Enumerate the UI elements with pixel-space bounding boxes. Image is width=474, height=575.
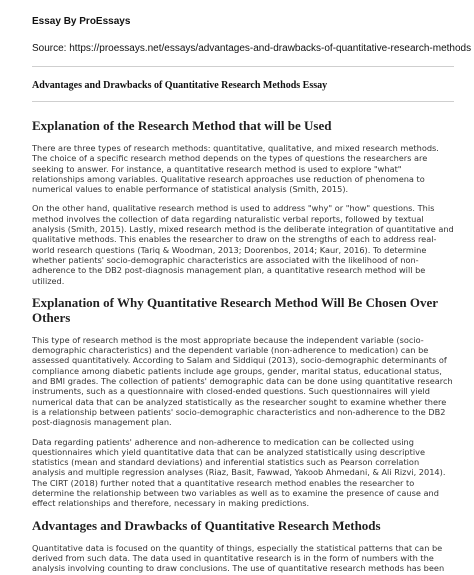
section-heading: Advantages and Drawbacks of Quantitative Research Methods [32, 517, 381, 533]
section-heading: Explanation of the Research Method that will be Used [32, 118, 332, 133]
paragraph: Quantitative data is focused on the quantity of things, especially the statistical patterns that can be derived from such data. The data used in quantitative research is in the form of numbers with the analysis involving counting to draw conclusions. The use of quantitative research methods has been [32, 542, 445, 574]
paragraph: This type of research method is the most appropriate because the independent variable (socio-demographic characteristics) and the dependent variable (non-adherence to medication) can be assessed quantitatively. According to Salam and Siddiqui (2013), socio-demographic determinants of compliance among diabetic patients include age groups, gender, marital status, educational status, and BMI grades. The collection of patients' demographic data can be done using quantitative research instruments, such as a questionnaire with closed-ended questions. Such questionnaires will yield numerical data that can be analyzed statistically as the researcher sought to examine whether there is a relationship between patients' socio-demographic characteristics and non-adherence to the DB2 post-diagnosis management plan. [32, 334, 453, 428]
paragraph: On the other hand, qualitative research method is used to address "why" or "how" questions. This method involves the collection of data regarding naturalistic verbal reports, followed by textual analysis (Smith, 2015). Lastly, mixed research method is the deliberate integration of quantitative and qualitative methods. This enables the researcher to draw on the strengths of each to address real-world research questions (Tariq & Woodman, 2013; Doorenbos, 2014; Kaur, 2016). To determine whether patients' socio-demographic characteristics are associated with the likelihood of non-adherence to the DB2 post-diagnosis management plan, a quantitative research method will be utilized. [32, 203, 454, 286]
section-research-method [32, 118, 454, 286]
paragraph: Data regarding patients' adherence and non-adherence to medication can be collected using questionnaires which yield quantitative data that can be analyzed statistically using descriptive statistics (mean and standard deviations) and inferential statistics such as Pearson correlation analysis and multiple regression analyses (Riaz, Basit, Fawwad, Yakoob Ahmedani, & Ali Rizvi, 2014). The CIRT (2018) further noted that a quantitative research method enables the researcher to determine the relationship between two variables as well as to examine the presence of cause and effect relationships and therefore, necessary in making predictions. [32, 436, 446, 509]
divider [32, 101, 454, 102]
essay-body [32, 118, 454, 575]
divider [32, 66, 454, 67]
paragraph: There are three types of research methods: quantitative, qualitative, and mixed research methods. The choice of a specific research method depends on the types of questions the researchers are seeking to answer. For instance, a quantitative research method is used to explore "what" relationships among variables. Qualitative research approaches use reduction of phenomena to numerical values to enable performance of statistical analysis (Smith, 2015). [32, 143, 439, 195]
brand-label: Essay By ProEssays [32, 16, 131, 27]
document-title: Advantages and Drawbacks of Quantitative Research Methods Essay [32, 80, 328, 91]
source-url: Source: https://proessays.net/essays/advantages-and-drawbacks-of-quantitative-research-methods [32, 43, 472, 54]
section-why-quantitative [32, 295, 454, 509]
section-advantages-drawbacks [32, 518, 454, 574]
section-heading: Explanation of Why Quantitative Research Method Will Be Chosen Over Others [32, 294, 438, 325]
